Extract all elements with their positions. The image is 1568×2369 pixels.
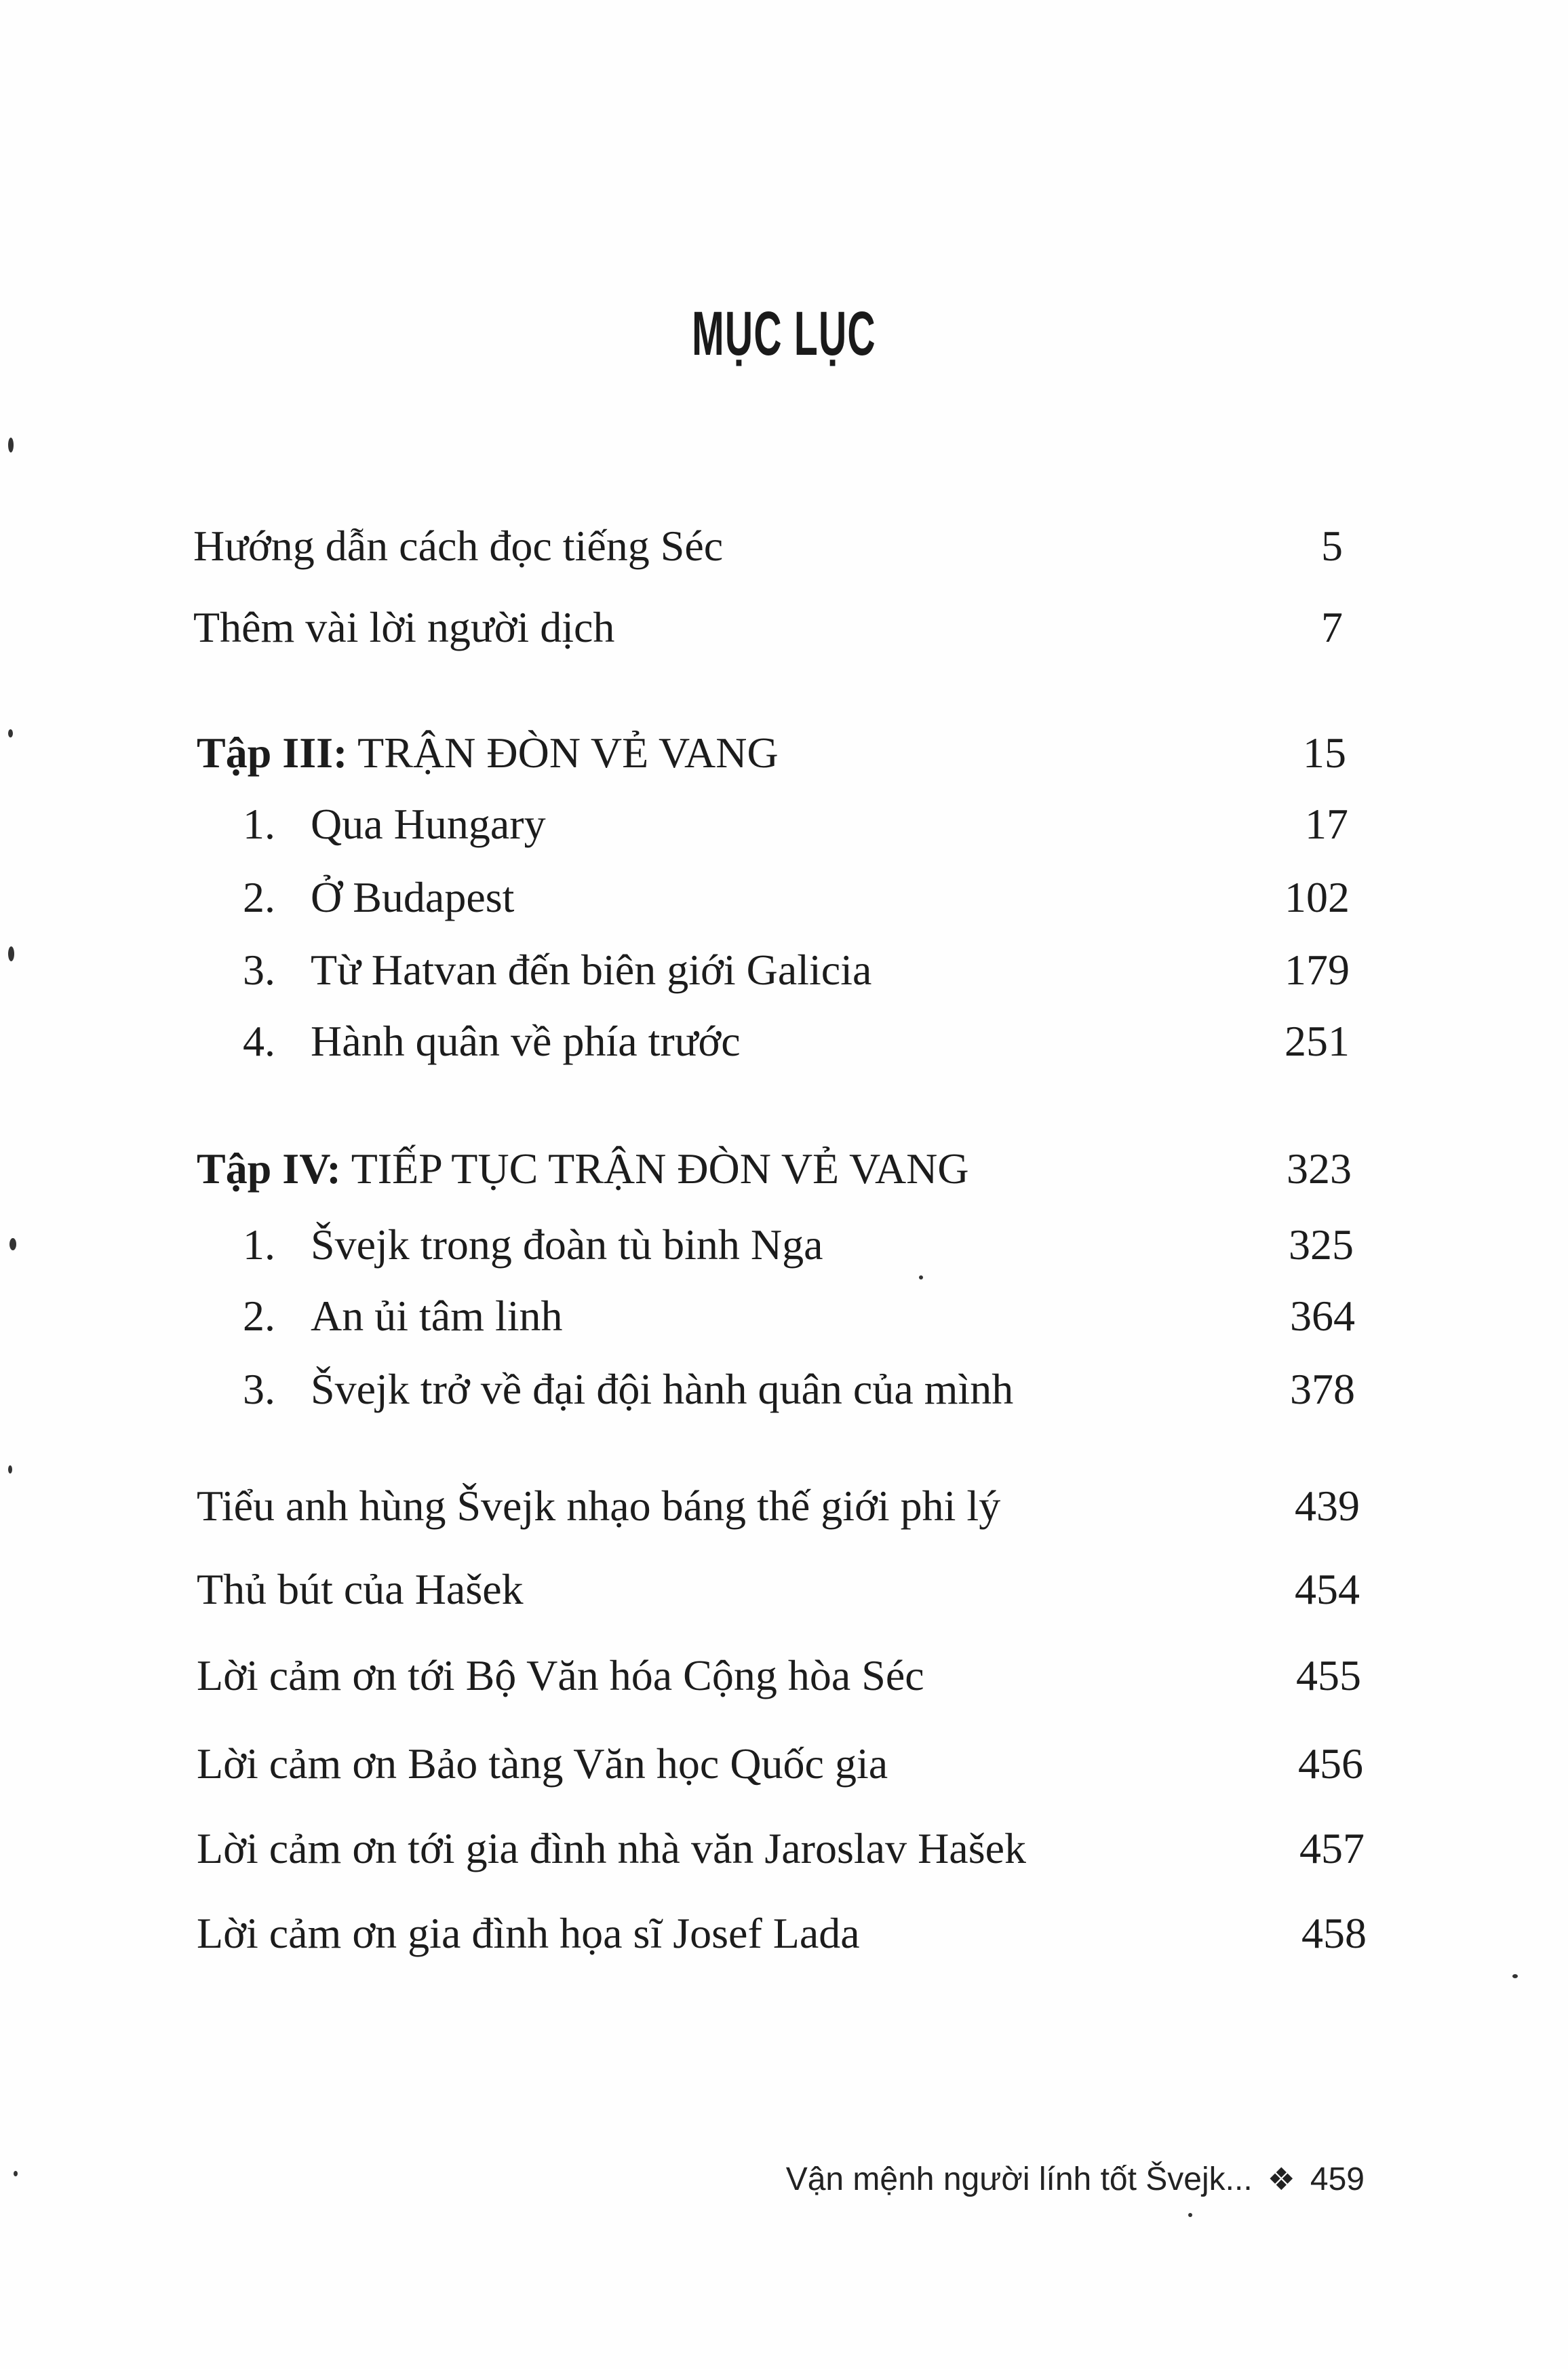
toc-volume-title bbox=[197, 723, 779, 784]
toc-entry-page: 179 bbox=[1285, 946, 1350, 994]
scan-speck bbox=[8, 729, 13, 737]
toc-chapter-label: An ủi tâm linh bbox=[311, 1292, 563, 1340]
toc-entry-label: Lời cảm ơn tới Bộ Văn hóa Cộng hòa Séc bbox=[197, 1651, 924, 1699]
toc-entry bbox=[0, 1645, 1568, 1706]
toc-chapter-label: Hành quân về phía trước bbox=[311, 1017, 741, 1065]
toc-entry-page: 323 bbox=[1287, 1144, 1352, 1193]
page-number: 459 bbox=[1310, 2161, 1365, 2197]
toc-entry-page: 455 bbox=[1296, 1651, 1361, 1699]
toc-chapter-index: 1. bbox=[243, 800, 275, 848]
ornament-icon: ❖ bbox=[1267, 2161, 1295, 2197]
toc-entry-label: Tiểu anh hùng Švejk nhạo báng thế giới phi lý bbox=[197, 1482, 1001, 1530]
toc-chapter-index: 2. bbox=[243, 873, 275, 921]
toc-chapter-label: Švejk trở về đại đội hành quân của mình bbox=[311, 1365, 1014, 1413]
scan-speck bbox=[8, 946, 14, 961]
toc-entry-page: 17 bbox=[1305, 800, 1348, 848]
toc-chapter-index: 4. bbox=[243, 1017, 275, 1065]
toc-entry bbox=[0, 1733, 1568, 1794]
toc-chapter bbox=[0, 794, 1568, 855]
toc-entry bbox=[0, 1818, 1568, 1879]
toc-entry-label: Lời cảm ơn gia đình họa sĩ Josef Lada bbox=[197, 1909, 860, 1957]
toc-entry bbox=[0, 597, 1568, 658]
toc-chapter-label: Švejk trong đoàn tù binh Nga bbox=[311, 1220, 823, 1269]
toc-entry-label: Lời cảm ơn tới gia đình nhà văn Jaroslav Hašek bbox=[197, 1824, 1026, 1872]
toc-volume-name: TIẾP TỤC TRẬN ĐÒN VẺ VANG bbox=[351, 1144, 969, 1193]
page-title: MỤC LỤC bbox=[692, 299, 876, 368]
toc-entry-page: 102 bbox=[1285, 873, 1350, 921]
toc-chapter-label: Ở Budapest bbox=[311, 873, 515, 921]
scan-speck bbox=[14, 2171, 18, 2176]
scan-speck bbox=[8, 1465, 12, 1474]
toc-entry-page: 5 bbox=[1321, 522, 1343, 570]
toc-chapter bbox=[0, 1011, 1568, 1072]
toc-chapter-index: 2. bbox=[243, 1292, 275, 1340]
toc-entry-label: Thêm vài lời người dịch bbox=[193, 603, 615, 651]
toc-chapter bbox=[0, 1359, 1568, 1420]
scan-speck bbox=[8, 438, 14, 452]
running-footer bbox=[786, 2161, 1365, 2198]
toc-volume-prefix: Tập IV: bbox=[197, 1144, 341, 1193]
scan-speck bbox=[919, 1275, 923, 1279]
toc-chapter-label: Từ Hatvan đến biên giới Galicia bbox=[311, 946, 872, 994]
toc-entry-page: 15 bbox=[1303, 729, 1346, 777]
toc-volume-heading bbox=[0, 1138, 1568, 1199]
toc-chapter-index: 1. bbox=[243, 1220, 275, 1269]
toc-entry bbox=[0, 1476, 1568, 1537]
toc-entry bbox=[0, 1559, 1568, 1620]
toc-entry-page: 364 bbox=[1290, 1292, 1355, 1340]
toc-entry-page: 251 bbox=[1285, 1017, 1350, 1065]
toc-chapter-index: 3. bbox=[243, 946, 275, 994]
running-title: Vận mệnh người lính tốt Švejk... bbox=[785, 2161, 1253, 2197]
scan-speck bbox=[1188, 2213, 1192, 2217]
toc-chapter bbox=[0, 1214, 1568, 1275]
toc-volume-heading bbox=[0, 723, 1568, 784]
toc-entry-page: 454 bbox=[1295, 1565, 1360, 1613]
toc-entry-label: Lời cảm ơn Bảo tàng Văn học Quốc gia bbox=[197, 1739, 888, 1788]
toc-chapter bbox=[0, 940, 1568, 1001]
toc-volume-prefix: Tập III: bbox=[197, 729, 348, 777]
toc-chapter-label: Qua Hungary bbox=[311, 800, 546, 848]
toc-entry-page: 325 bbox=[1289, 1220, 1354, 1269]
toc-entry-page: 378 bbox=[1290, 1365, 1355, 1413]
toc-entry-label: Thủ bút của Hašek bbox=[197, 1565, 524, 1613]
toc-entry bbox=[0, 1903, 1568, 1964]
scan-speck bbox=[1512, 1974, 1518, 1978]
toc-chapter-index: 3. bbox=[243, 1365, 275, 1413]
toc-entry-page: 458 bbox=[1301, 1909, 1367, 1957]
toc-entry-page: 456 bbox=[1298, 1739, 1363, 1788]
scan-speck bbox=[9, 1238, 16, 1250]
toc-entry-label: Hướng dẫn cách đọc tiếng Séc bbox=[193, 522, 724, 570]
toc-chapter bbox=[0, 1286, 1568, 1347]
toc-volume-name: TRẬN ĐÒN VẺ VANG bbox=[357, 729, 779, 777]
toc-entry-page: 439 bbox=[1295, 1482, 1360, 1530]
toc-entry-page: 457 bbox=[1299, 1824, 1365, 1872]
toc-entry-page: 7 bbox=[1321, 603, 1343, 651]
toc-entry bbox=[0, 516, 1568, 577]
toc-chapter bbox=[0, 867, 1568, 928]
toc-volume-title bbox=[197, 1138, 969, 1199]
